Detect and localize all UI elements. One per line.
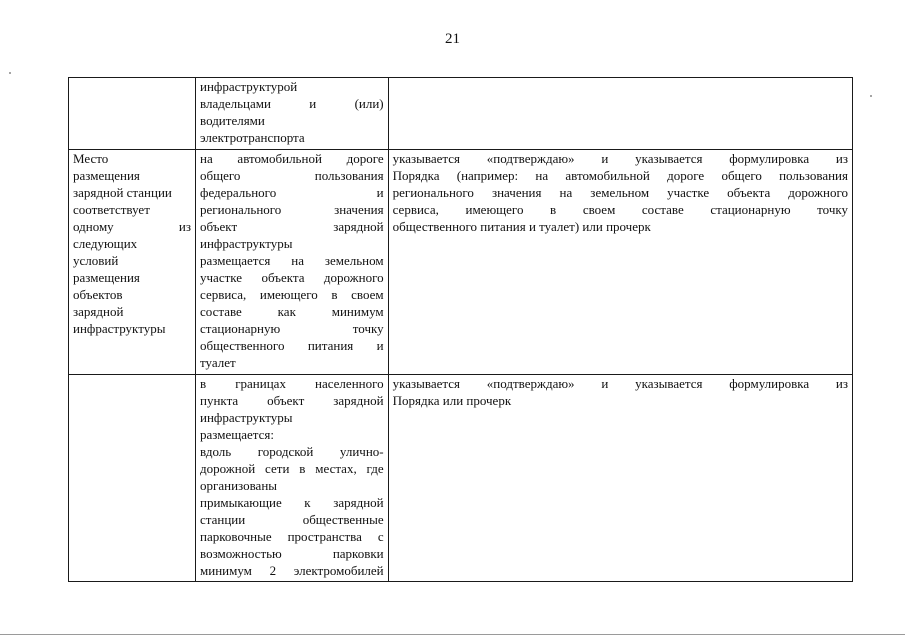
cell-text-line: владельцами и (или) [200,96,384,111]
cell-text-line: инфраструктуры [200,410,293,425]
cell-text-line: участке объекта дорожного [200,270,384,285]
cell-text-line: условий [73,253,119,268]
cell-text-line: общественного питания и [200,338,384,353]
cell-text-line: общественного питания и туалет) или прочерк [392,219,651,234]
cell-text-line: пункта объект зарядной [200,393,384,408]
cell-text-line: соответствует [73,202,150,217]
cell-text-line: в границах населенного [200,376,384,391]
cell-text-line: инфраструктурой [200,79,298,94]
cell-text-line: Порядка (например: на автомобильной дороге общего пользования [392,168,848,183]
table-row [69,375,853,582]
cell-text-line: указывается «подтверждаю» и указывается формулировка из [392,376,848,391]
table-cell-condition [196,375,389,582]
cell-text-line: минимум 2 электромобилей [200,563,384,578]
cell-text-line: дорожной сети в местах, где [200,461,384,476]
table-body [69,78,853,582]
cell-text-line: размещения [73,168,140,183]
cell-text-line: объектов [73,287,123,302]
cell-text-line: сервиса, имеющего в своем составе стационарную точку [392,202,848,217]
cell-text-line: сервиса, имеющего в своем [200,287,384,302]
table-cell-criterion [69,150,196,375]
table-cell-instruction [388,78,852,150]
page-edge-line [0,634,905,635]
cell-text-line: федерального и [200,185,384,200]
requirements-table [68,77,853,582]
cell-text-line: инфраструктуры [73,321,166,336]
cell-text-line: размещается: [200,427,274,442]
table-cell-condition [196,150,389,375]
cell-text-line: зарядной станции [73,185,172,200]
cell-text-line: зарядной [73,304,124,319]
cell-text-line: стационарную точку [200,321,384,336]
table-cell-instruction [388,375,852,582]
cell-text-line: объект зарядной [200,219,384,234]
table-row [69,150,853,375]
cell-text-line: следующих [73,236,138,251]
cell-text-line: общего пользования [200,168,384,183]
cell-text-line: Место [73,151,109,166]
cell-text-line: размещается на земельном [200,253,384,268]
cell-text-line: Порядка или прочерк [392,393,512,408]
cell-text-line: станции общественные [200,512,384,527]
table-cell-criterion [69,78,196,150]
cell-text-line: электротранспорта [200,130,305,145]
cell-text-line: размещения [73,270,140,285]
table-row [69,78,853,150]
cell-text-line: примыкающие к зарядной [200,495,384,510]
cell-text-line: регионального значения на земельном участке объекта дорожного [392,185,848,200]
cell-text-line: указывается «подтверждаю» и указывается формулировка из [392,151,848,166]
scan-speck [870,95,872,97]
cell-text-line: инфраструктуры [200,236,293,251]
cell-text-line: составе как минимум [200,304,384,319]
cell-text-line: на автомобильной дороге [200,151,384,166]
cell-text-line: организованы [200,478,278,493]
cell-text-line: вдоль городской улично- [200,444,384,459]
cell-text-line: парковочные пространства с [200,529,384,544]
cell-text-line: туалет [200,355,236,370]
table-cell-condition [196,78,389,150]
cell-text-line: одному из [73,219,192,234]
scan-speck [9,72,11,74]
page-number: 21 [445,31,460,47]
table-cell-criterion [69,375,196,582]
cell-text-line: водителями [200,113,265,128]
cell-text-line: возможностью парковки [200,546,384,561]
table-cell-instruction [388,150,852,375]
cell-text-line: регионального значения [200,202,384,217]
